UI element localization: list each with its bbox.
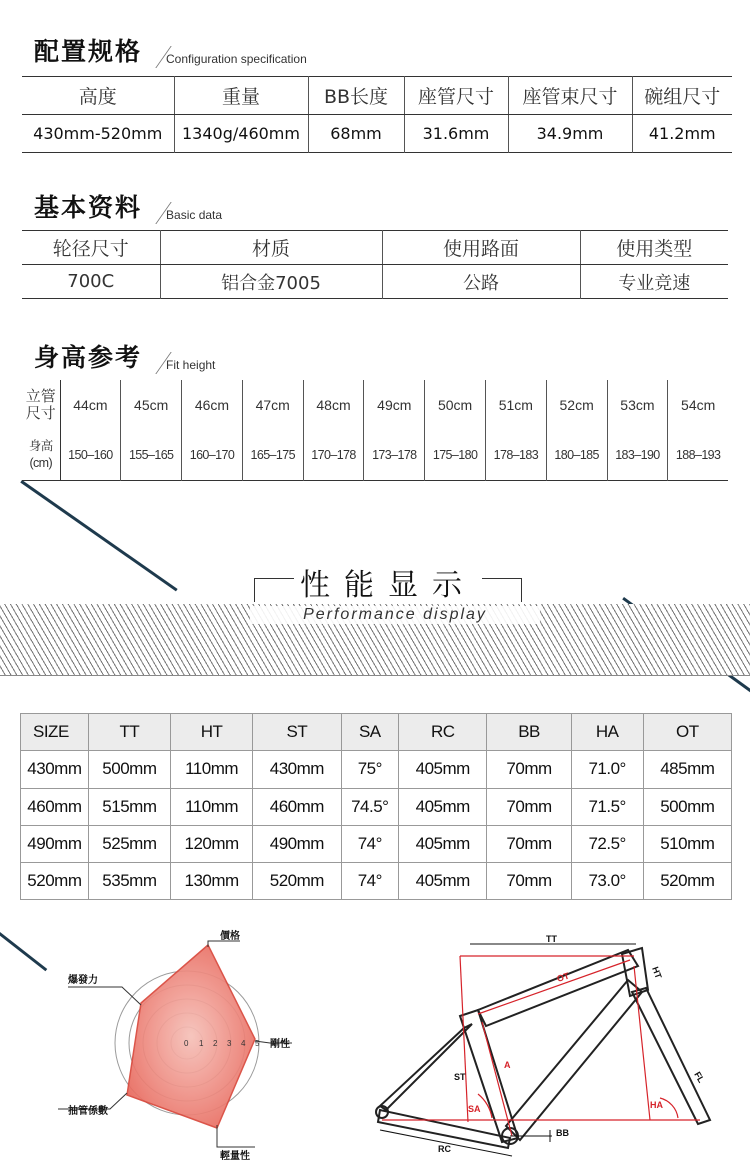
geometry-row <box>21 825 732 862</box>
config-header-cell: 碗组尺寸 <box>632 77 732 115</box>
geometry-cell: 110mm <box>170 788 252 825</box>
geometry-cell: 490mm <box>253 825 341 862</box>
frame-label-fl: FL <box>692 1070 707 1085</box>
geometry-header-cell: SIZE <box>21 714 89 751</box>
performance-title-cn: 性能显示 <box>294 560 482 598</box>
radar-scale-tick: 2 <box>213 1039 218 1048</box>
decor-diagonal-line-left <box>20 480 177 591</box>
fit-height-cell: 183–190 <box>607 430 668 480</box>
geometry-row <box>21 751 732 788</box>
geometry-header-cell: OT <box>643 714 731 751</box>
geometry-cell: 405mm <box>399 825 487 862</box>
geometry-cell: 75° <box>341 751 399 788</box>
fit-size-cell: 44cm <box>60 380 121 430</box>
geometry-header-cell: HA <box>571 714 643 751</box>
frame-label-ot: OT <box>555 970 571 984</box>
geometry-header-cell: HT <box>170 714 252 751</box>
config-value-cell: 34.9mm <box>508 115 632 153</box>
geometry-cell: 74° <box>341 863 399 900</box>
fit-size-cell: 53cm <box>607 380 668 430</box>
frame-outline <box>376 948 710 1148</box>
basic-value-row <box>22 265 728 299</box>
geometry-header-row <box>21 714 732 751</box>
fit-height-cell: 170–178 <box>303 430 364 480</box>
frame-label-a: A <box>504 1060 511 1070</box>
fit-height-cell: 188–193 <box>675 447 721 462</box>
config-table <box>22 76 732 153</box>
geometry-cell: 430mm <box>253 751 341 788</box>
geometry-header-cell: SA <box>341 714 399 751</box>
frame-label-ht: HT <box>650 965 664 980</box>
fit-height-cell: 165–175 <box>242 430 303 480</box>
radar-label-price: 價格 <box>220 931 240 942</box>
geometry-cell: 74° <box>341 825 399 862</box>
config-value-cell: 430mm-520mm <box>22 115 174 153</box>
fit-size-label <box>22 380 60 430</box>
geometry-cell: 120mm <box>170 825 252 862</box>
geometry-cell: 71.0° <box>571 751 643 788</box>
radar-scale-tick: 3 <box>227 1039 232 1048</box>
geometry-cell: 430mm <box>21 751 89 788</box>
config-title-en: Configuration specification <box>166 52 307 66</box>
geometry-cell: 515mm <box>88 788 170 825</box>
geometry-cell: 535mm <box>88 863 170 900</box>
radar-value-shape <box>127 945 255 1128</box>
basic-title-cn: 基本资料 <box>34 193 143 222</box>
basic-value-cell: 铝合金7005 <box>160 265 382 299</box>
fit-height-cell: 150–160 <box>60 430 121 480</box>
geometry-cell: 520mm <box>643 863 731 900</box>
basic-section-title <box>34 188 222 224</box>
performance-title-en: Performance display <box>250 606 540 624</box>
fit-height-label-line1: 身高 <box>28 438 53 453</box>
fit-height-cell: 180–185 <box>546 430 607 480</box>
radar-scale-tick: 5 <box>255 1039 260 1048</box>
geometry-cell: 490mm <box>21 825 89 862</box>
config-header-cell: 高度 <box>22 77 174 115</box>
config-title-cn: 配置规格 <box>34 37 143 66</box>
radar-label-power: 爆發力 <box>68 975 98 986</box>
basic-value-cell: 公路 <box>382 265 580 299</box>
fit-size-label-line1: 立管 <box>25 388 56 405</box>
fit-height-cell: 178–183 <box>485 430 546 480</box>
geometry-header-cell: TT <box>88 714 170 751</box>
basic-table <box>22 230 728 299</box>
basic-header-cell: 材质 <box>160 231 382 265</box>
config-header-cell: 座管束尺寸 <box>508 77 632 115</box>
basic-value-cell: 专业竞速 <box>618 272 691 294</box>
frame-label-ha: HA <box>650 1100 663 1110</box>
geometry-row <box>21 788 732 825</box>
radar-scale-tick: 1 <box>199 1039 204 1048</box>
frame-label-st: ST <box>454 1072 466 1082</box>
fit-height-cell: 175–180 <box>425 430 486 480</box>
fit-height-label-line2: (cm) <box>29 455 53 470</box>
radar-scale-tick: 4 <box>241 1039 246 1048</box>
geometry-cell: 110mm <box>170 751 252 788</box>
config-header-row <box>22 77 732 115</box>
fit-height-row <box>22 430 728 480</box>
fit-title-en: Fit height <box>166 358 216 372</box>
geometry-row <box>21 863 732 900</box>
fit-size-cell: 52cm <box>546 380 607 430</box>
geometry-cell: 500mm <box>88 751 170 788</box>
geometry-cell: 74.5° <box>341 788 399 825</box>
fit-section-title <box>34 338 215 374</box>
config-value-cell: 31.6mm <box>404 115 508 153</box>
config-value-cell: 1340g/460mm <box>174 115 308 153</box>
config-value-cell: 68mm <box>308 115 404 153</box>
geometry-cell: 520mm <box>253 863 341 900</box>
fit-size-cell: 45cm <box>121 380 182 430</box>
frame-label-bb: BB <box>556 1128 569 1138</box>
config-section-title <box>34 32 307 68</box>
radar-label-stiffness: 剛性 <box>270 1039 290 1050</box>
fit-height-label <box>22 430 60 480</box>
frame-label-sa: SA <box>468 1104 481 1114</box>
basic-header-cell: 使用类型 <box>580 231 728 265</box>
geometry-header-cell: ST <box>253 714 341 751</box>
geometry-cell: 460mm <box>253 788 341 825</box>
fit-size-cell: 51cm <box>485 380 546 430</box>
fit-size-cell: 50cm <box>425 380 486 430</box>
geometry-cell: 405mm <box>399 788 487 825</box>
basic-value-cell: 700C <box>22 265 160 299</box>
geometry-cell: 70mm <box>487 825 571 862</box>
config-header-cell: 座管尺寸 <box>404 77 508 115</box>
fit-size-cell: 54cm <box>681 397 716 413</box>
geometry-cell: 405mm <box>399 863 487 900</box>
fit-height-cell: 173–178 <box>364 430 425 480</box>
radar-scale-tick: 0 <box>184 1039 189 1048</box>
fit-size-cell: 49cm <box>364 380 425 430</box>
geometry-cell: 130mm <box>170 863 252 900</box>
config-header-cell: BB长度 <box>308 77 404 115</box>
config-header-cell: 重量 <box>174 77 308 115</box>
fit-title-cn: 身高参考 <box>34 343 143 372</box>
radar-label-shock: 抽管係數 <box>68 1106 108 1117</box>
basic-title-en: Basic data <box>166 208 223 222</box>
performance-radar-chart <box>40 925 330 1165</box>
fit-height-cell: 160–170 <box>182 430 243 480</box>
basic-header-cell: 使用路面 <box>382 231 580 265</box>
basic-header-row <box>22 231 728 265</box>
fit-size-label-line2: 尺寸 <box>25 405 56 422</box>
radar-label-weight: 輕量性 <box>220 1151 250 1162</box>
basic-header-cell: 轮径尺寸 <box>22 231 160 265</box>
fit-size-row <box>22 380 728 430</box>
geometry-table <box>20 713 732 900</box>
geometry-cell: 510mm <box>643 825 731 862</box>
geometry-cell: 70mm <box>487 751 571 788</box>
frame-label-tt: TT <box>546 934 557 944</box>
geometry-cell: 500mm <box>643 788 731 825</box>
geometry-cell: 71.5° <box>571 788 643 825</box>
geometry-cell: 520mm <box>21 863 89 900</box>
geometry-header-cell: BB <box>487 714 571 751</box>
fit-size-cell: 47cm <box>242 380 303 430</box>
geometry-cell: 73.0° <box>571 863 643 900</box>
geometry-cell: 485mm <box>643 751 731 788</box>
performance-title-box <box>254 560 522 602</box>
fit-size-cell: 48cm <box>303 380 364 430</box>
fit-table <box>22 380 728 481</box>
geometry-header-cell: RC <box>399 714 487 751</box>
geometry-cell: 405mm <box>399 751 487 788</box>
frame-label-rc: RC <box>438 1144 451 1154</box>
config-value-row <box>22 115 732 153</box>
geometry-cell: 460mm <box>21 788 89 825</box>
geometry-cell: 70mm <box>487 788 571 825</box>
config-value-cell: 41.2mm <box>648 124 716 143</box>
geometry-cell: 72.5° <box>571 825 643 862</box>
fit-height-cell: 155–165 <box>121 430 182 480</box>
frame-geometry-diagram <box>360 930 750 1167</box>
geometry-cell: 70mm <box>487 863 571 900</box>
geometry-cell: 525mm <box>88 825 170 862</box>
fit-size-cell: 46cm <box>182 380 243 430</box>
